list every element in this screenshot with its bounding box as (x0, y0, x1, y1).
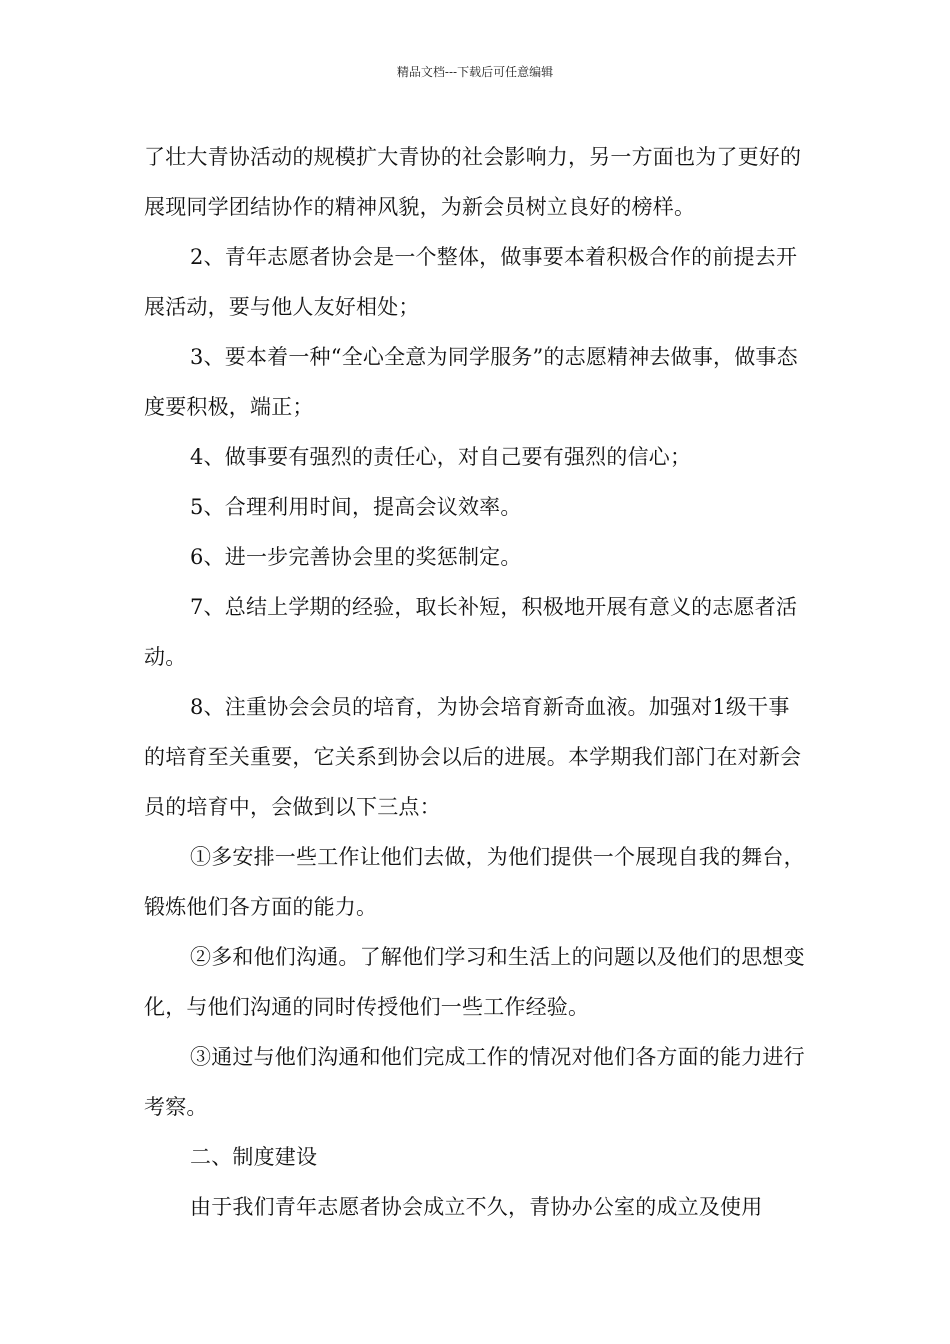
page-header: 精品文档---下载后可任意编辑 (396, 65, 554, 79)
paragraph-item-8: 8、注重协会会员的培育，为协会培育新奇血液。加强对1级干事的培育至关重要，它关系到协会以后的进展。本学期我们部门在对新会员的培育中，会做到以下三点： (144, 695, 802, 819)
section-heading: 二、制度建设 (190, 1145, 318, 1169)
document-body (144, 132, 808, 1232)
paragraph-item-6: 6、进一步完善协会里的奖惩制定。 (190, 545, 522, 569)
paragraph-item-4: 4、做事要有强烈的责任心，对自己要有强烈的信心； (190, 445, 692, 469)
paragraph-subitem-3: ③通过与他们沟通和他们完成工作的情况对他们各方面的能力进行考察。 (144, 1045, 805, 1119)
paragraph-subitem-2: ②多和他们沟通。了解他们学习和生活上的问题以及他们的思想变化，与他们沟通的同时传授他们一些工作经验。 (144, 945, 805, 1019)
paragraph-item-3: 3、要本着一种“全心全意为同学服务”的志愿精神去做事，做事态度要积极，端正； (144, 345, 798, 419)
paragraph-item-5: 5、合理利用时间，提高会议效率。 (190, 495, 522, 519)
paragraph-item-7: 7、总结上学期的经验，取长补短，积极地开展有意义的志愿者活动。 (144, 595, 798, 669)
paragraph-section-intro: 由于我们青年志愿者协会成立不久，青协办公室的成立及使用 (190, 1195, 763, 1219)
paragraph-continuation: 了壮大青协活动的规模扩大青协的社会影响力，另一方面也为了更好的展现同学团结协作的精神风貌，为新会员树立良好的榜样。 (144, 145, 802, 219)
paragraph-item-2: 2、青年志愿者协会是一个整体，做事要本着积极合作的前提去开展活动，要与他人友好相处； (144, 245, 798, 319)
paragraph-subitem-1: ①多安排一些工作让他们去做，为他们提供一个展现自我的舞台，锻炼他们各方面的能力。 (144, 845, 805, 919)
